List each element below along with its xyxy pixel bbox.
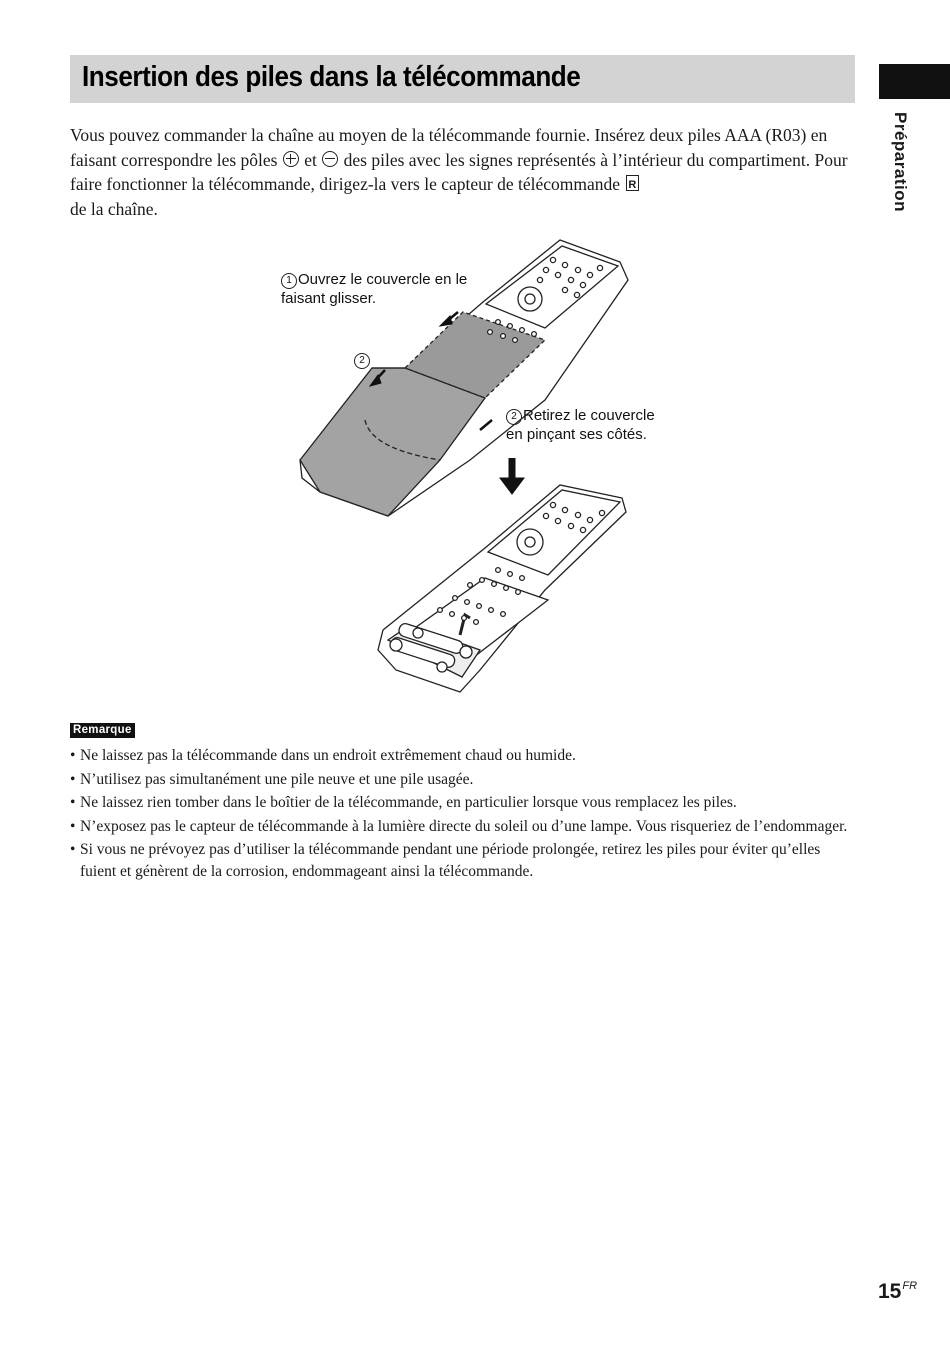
page-title: Insertion des piles dans la télécommande [82, 61, 581, 93]
list-item: • N’utilisez pas simultanément une pile neuve et une pile usagée. [70, 769, 855, 791]
section-side-label-text: Préparation [891, 112, 910, 212]
intro-paragraph [70, 123, 860, 221]
note-badge: Remarque [70, 723, 135, 738]
page-language-suffix: FR [902, 1280, 918, 1292]
page-number [878, 1280, 917, 1304]
step2-marker [354, 350, 371, 369]
page-number-value: 15 [878, 1280, 902, 1303]
intro-text-3: des piles avec les signes représentés à l’intérieur du compartiment. Pour faire fonctionner la télécommande, dirigez-la vers le capteur de télécommande [70, 149, 848, 194]
step2-marker-number: 2 [354, 353, 370, 369]
section-tab-marker [879, 64, 950, 99]
section-title-bar [70, 55, 855, 103]
intro-text-1: Vous pouvez commander la chaîne au moyen de la télécommande fournie. Insérez deux piles AAA (R03) en faisant correspondre les pôles [70, 125, 828, 170]
section-side-label [872, 112, 928, 242]
step1-line1: Ouvrez le couvercle en le [298, 271, 468, 288]
list-item: • Si vous ne prévoyez pas d’utiliser la télécommande pendant une période prolongée, retirez les piles pour éviter qu’elles fuient et génèrent de la corrosion, endommageant ainsi la télécommande. [70, 839, 855, 883]
list-item: • Ne laissez rien tomber dans le boîtier de la télécommande, en particulier lorsque vous remplacez les piles. [70, 792, 855, 814]
list-item: • N’exposez pas le capteur de télécommande à la lumière directe du soleil ou d’une lampe. Vous risqueriez de l’endommager. [70, 816, 855, 838]
remote-sensor-icon [626, 175, 639, 191]
step1-line2: faisant glisser. [281, 290, 377, 307]
list-item: • Ne laissez pas la télécommande dans un endroit extrêmement chaud ou humide. [70, 745, 855, 767]
battery-insertion-illustration [0, 230, 950, 710]
intro-text-4: de la chaîne. [70, 198, 158, 219]
plus-pole-icon [283, 151, 299, 167]
step2-caption [506, 406, 655, 444]
minus-pole-icon [322, 151, 338, 167]
step2-number: 2 [506, 409, 522, 425]
step1-number: 1 [281, 273, 297, 289]
step2-line1: Retirez le couvercle [523, 407, 655, 424]
remote-control-diagram [0, 230, 950, 710]
step2-line2: en pinçant ses côtés. [506, 426, 647, 443]
intro-text-2: et [299, 149, 322, 170]
note-list [70, 745, 855, 885]
step1-caption [281, 270, 467, 308]
